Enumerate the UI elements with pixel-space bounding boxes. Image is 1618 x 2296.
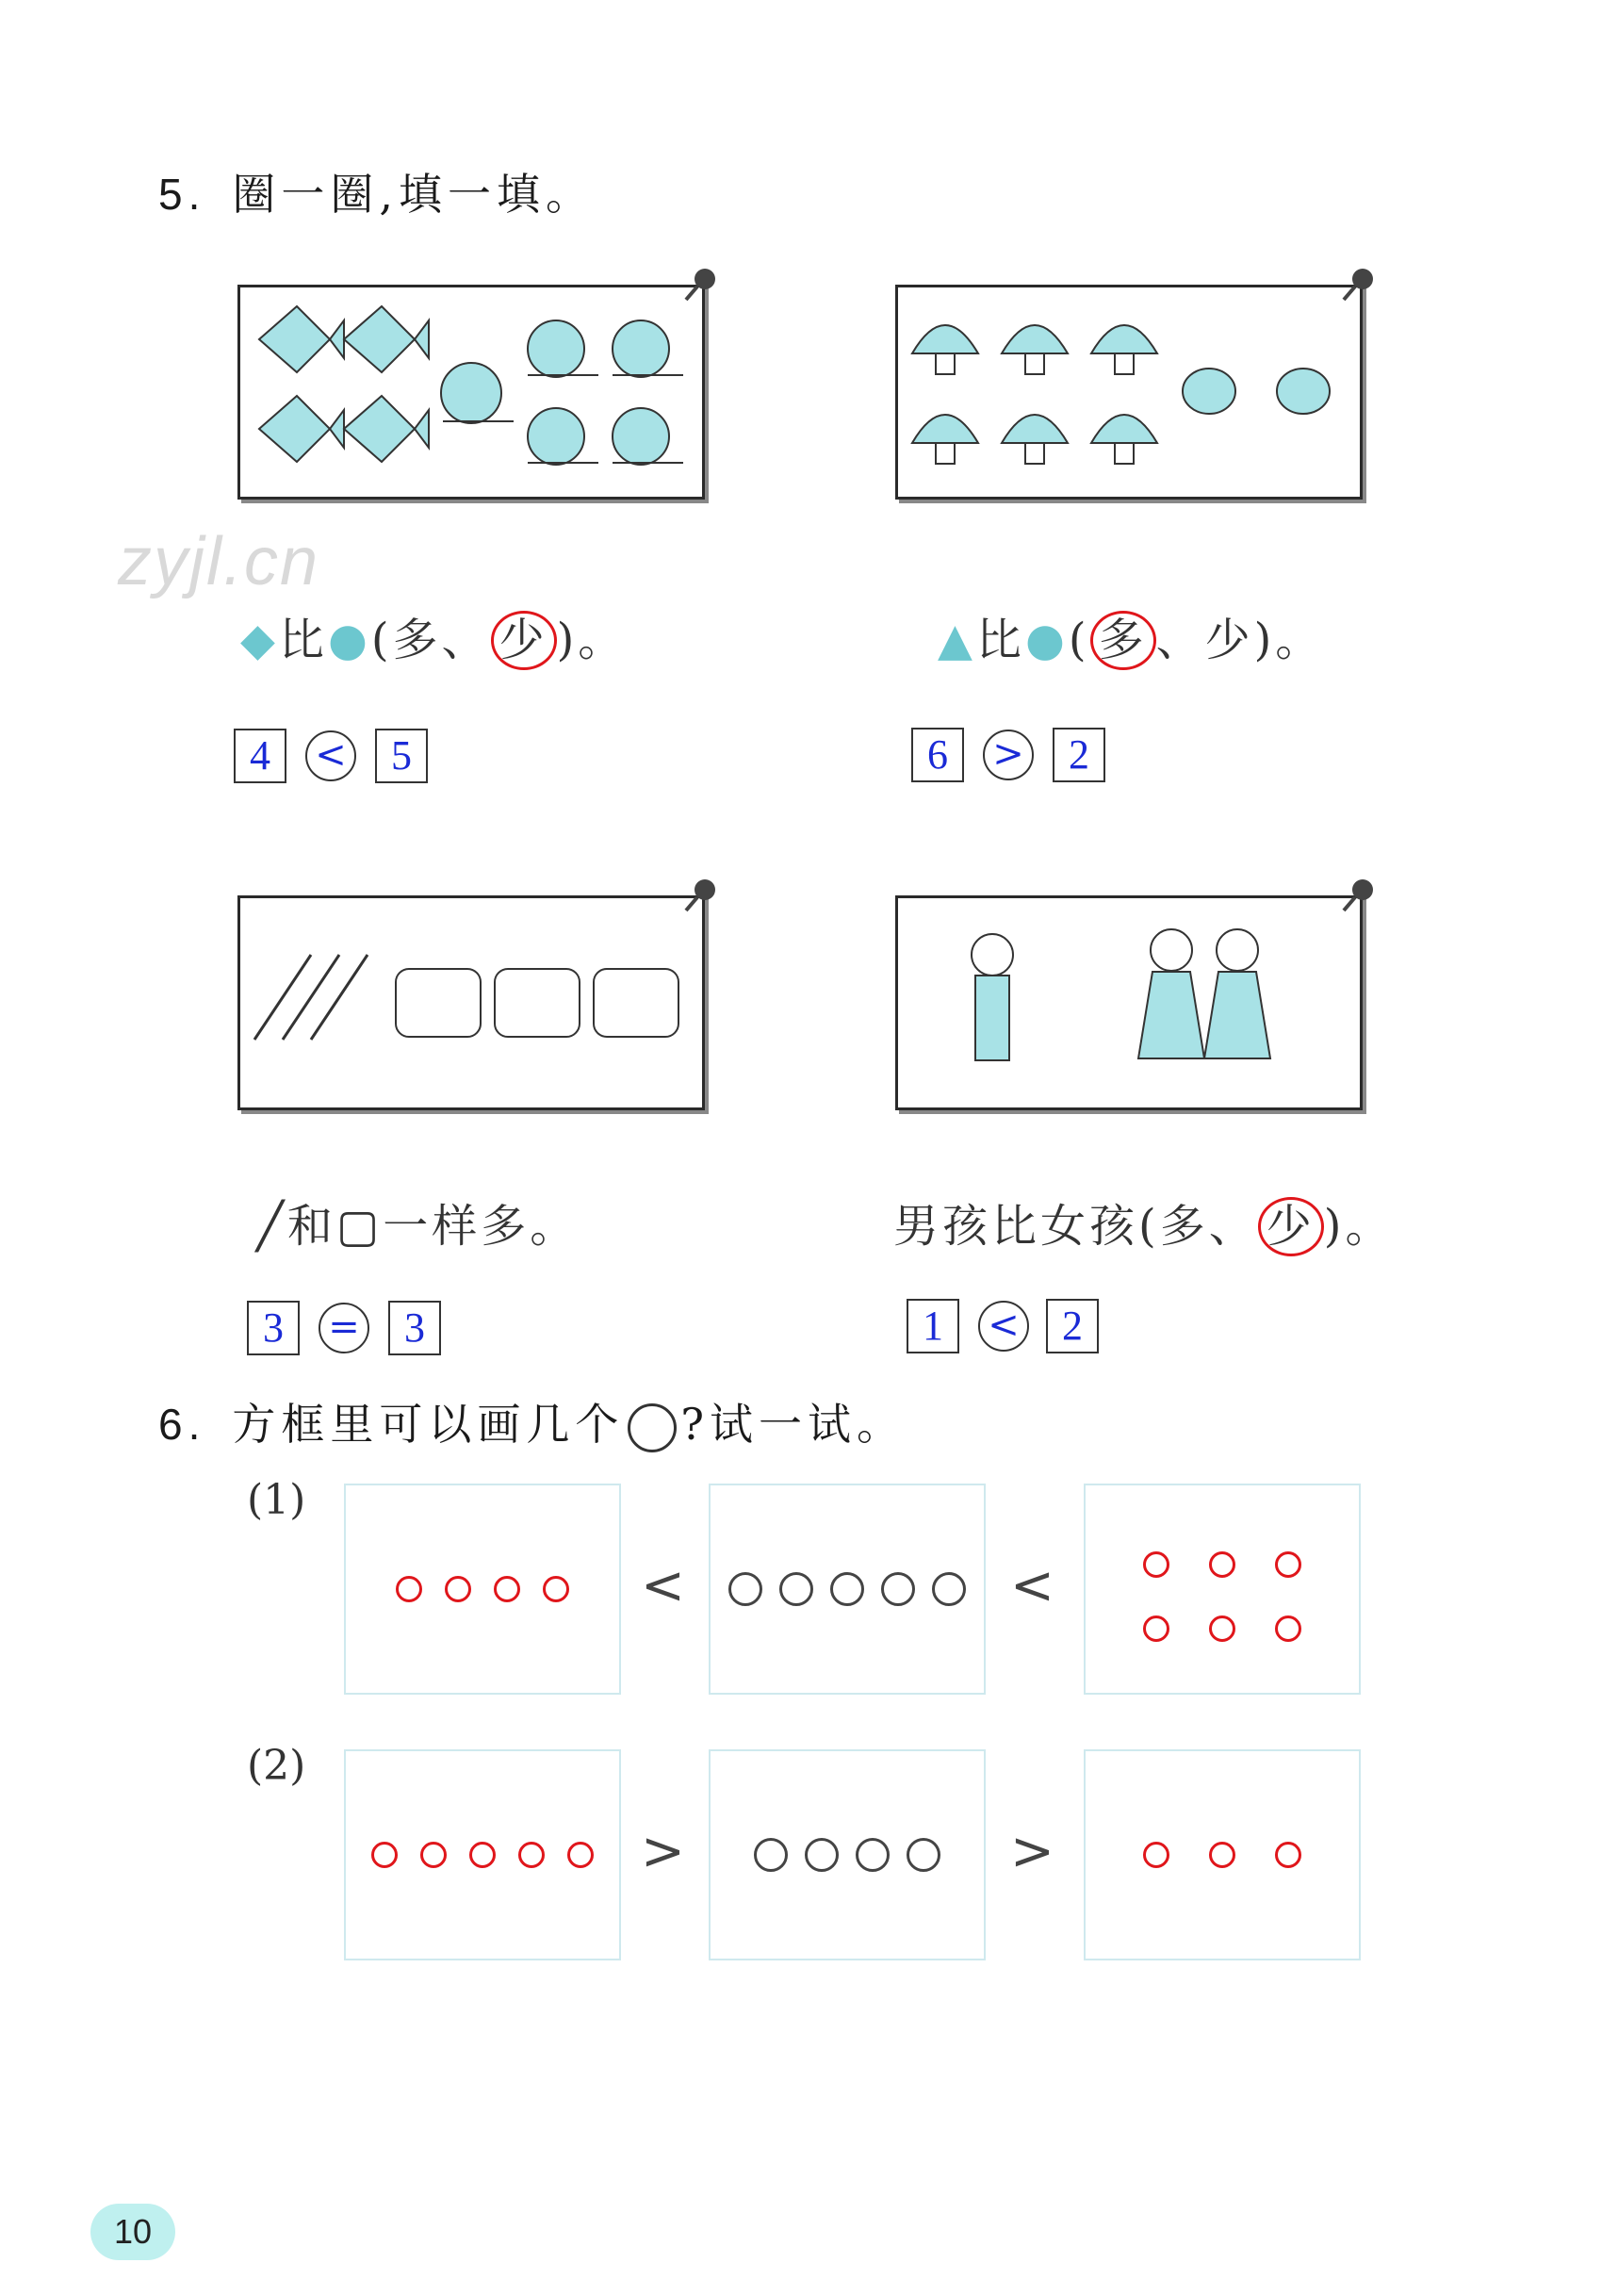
drawn-circle [1143, 1842, 1169, 1868]
girl-icon [1217, 929, 1258, 971]
snail-icon [528, 408, 584, 465]
picture-panel-fish-snails [237, 285, 705, 500]
drawn-circle [494, 1576, 520, 1602]
circled-answer: 少 [1258, 1197, 1324, 1256]
drawn-circle [1209, 1842, 1235, 1868]
pushpin-icon [680, 877, 722, 918]
mushroom-icon [1002, 415, 1068, 443]
circled-answer: 多 [1090, 611, 1156, 670]
row-label-2: (2) [247, 1742, 306, 1790]
drawn-circle [830, 1572, 864, 1606]
chick-icon: ● [1024, 614, 1069, 666]
drawn-circle [396, 1576, 422, 1602]
pushpin-icon [1338, 877, 1380, 918]
mushroom-icon [1091, 415, 1157, 443]
drawing-box [344, 1749, 621, 1960]
comparison-symbol: = [319, 1303, 369, 1353]
drawn-circle [445, 1576, 471, 1602]
watermark: zyjl.cn [118, 524, 320, 599]
drawing-box [709, 1484, 986, 1695]
fish-icon: ◆ [240, 614, 279, 666]
mushroom-icon [912, 325, 978, 353]
drawn-circle [881, 1572, 915, 1606]
fish-icon [259, 306, 330, 372]
drawn-circle [518, 1842, 545, 1868]
drawing-box [344, 1484, 621, 1695]
drawn-circle [1143, 1551, 1169, 1578]
answer-box-right: 2 [1046, 1299, 1099, 1353]
snail-icon [613, 320, 669, 377]
drawn-circle [1209, 1551, 1235, 1578]
pushpin-icon [1338, 266, 1380, 307]
mushroom-icon [1091, 325, 1157, 353]
picture-panel-mushrooms-chicks [895, 285, 1363, 500]
comparison-symbol: < [1010, 1555, 1054, 1616]
drawn-circle [932, 1572, 966, 1606]
answer-box-left: 6 [911, 728, 964, 782]
answer-box-left: 4 [234, 729, 286, 783]
drawn-circle [543, 1576, 569, 1602]
boy-girls-illustration [898, 898, 1360, 1107]
fish-icon [259, 396, 330, 462]
drawn-circle [728, 1572, 762, 1606]
fish-snail-illustration [240, 287, 702, 497]
comparison-symbol: < [305, 730, 356, 781]
drawing-box [709, 1749, 986, 1960]
snail-icon: ● [327, 614, 371, 666]
snail-icon [613, 408, 669, 465]
comparison-symbol: > [1010, 1821, 1054, 1882]
chick-icon [1183, 369, 1235, 414]
page-number: 10 [90, 2204, 175, 2260]
answer-box-left: 1 [907, 1299, 959, 1353]
answer-box-right: 2 [1053, 728, 1105, 782]
sentence-pencils-equal-cups: ╱和▢一样多。 [256, 1200, 580, 1253]
circled-answer: 少 [491, 611, 557, 670]
boy-icon [972, 934, 1013, 976]
sentence-mushrooms-vs-chicks: ▲比●( 多 、少)。 [938, 603, 1324, 670]
girl-icon [1151, 929, 1192, 971]
drawn-circle [1275, 1842, 1301, 1868]
cup-icon [495, 969, 580, 1037]
snail-icon [528, 320, 584, 377]
answer-box-right: 5 [375, 729, 428, 783]
drawing-box [1084, 1484, 1361, 1695]
drawn-circle [907, 1838, 940, 1872]
drawing-box [1084, 1749, 1361, 1960]
pencil-icon [311, 955, 368, 1040]
drawn-circle [567, 1842, 594, 1868]
chick-icon [1277, 369, 1330, 414]
snail-icon [441, 363, 501, 423]
drawn-circle [371, 1842, 398, 1868]
question-6-title: 6. 方框里可以画几个 ?试一试。 [158, 1390, 906, 1452]
pencil-icon [283, 955, 339, 1040]
answer-box-right: 3 [388, 1301, 441, 1355]
mushroom-icon: ▲ [938, 614, 976, 666]
comparison-symbol: < [978, 1301, 1029, 1352]
picture-panel-boy-girls [895, 895, 1363, 1110]
circle-icon [628, 1403, 677, 1452]
comparison-symbol: > [983, 730, 1034, 780]
picture-panel-pencils-cups [237, 895, 705, 1110]
mushroom-icon [1002, 325, 1068, 353]
question-6-number: 6. [158, 1400, 206, 1449]
pencil-icon [254, 955, 311, 1040]
drawn-circle [1275, 1615, 1301, 1642]
pencil-cup-illustration [240, 898, 702, 1107]
fish-icon [344, 396, 415, 462]
answer-box-left: 3 [247, 1301, 300, 1355]
comparison-symbol: > [641, 1821, 685, 1882]
drawn-circle [1275, 1551, 1301, 1578]
cup-icon: ▢ [335, 1200, 384, 1253]
drawn-circle [1209, 1615, 1235, 1642]
cup-icon [396, 969, 481, 1037]
question-5-text: 圈一圈,填一填。 [232, 169, 595, 220]
row-label-1: (1) [247, 1476, 306, 1524]
fish-icon [344, 306, 415, 372]
drawn-circle [805, 1838, 839, 1872]
drawn-circle [754, 1838, 788, 1872]
drawn-circle [856, 1838, 890, 1872]
mushroom-chick-illustration [898, 287, 1360, 497]
drawn-circle [1143, 1615, 1169, 1642]
sentence-boys-vs-girls: 男孩比女孩(多、 少 )。 [893, 1189, 1394, 1256]
cup-icon [594, 969, 678, 1037]
drawn-circle [779, 1572, 813, 1606]
pencil-icon: ╱ [256, 1200, 287, 1253]
pushpin-icon [680, 266, 722, 307]
sentence-fish-vs-snails: ◆比●(多、 少 )。 [240, 603, 627, 670]
mushroom-icon [912, 415, 978, 443]
drawn-circle [420, 1842, 447, 1868]
question-5-title [158, 160, 595, 222]
drawn-circle [469, 1842, 496, 1868]
comparison-symbol: < [641, 1555, 685, 1616]
question-5-number: 5. [158, 170, 206, 219]
